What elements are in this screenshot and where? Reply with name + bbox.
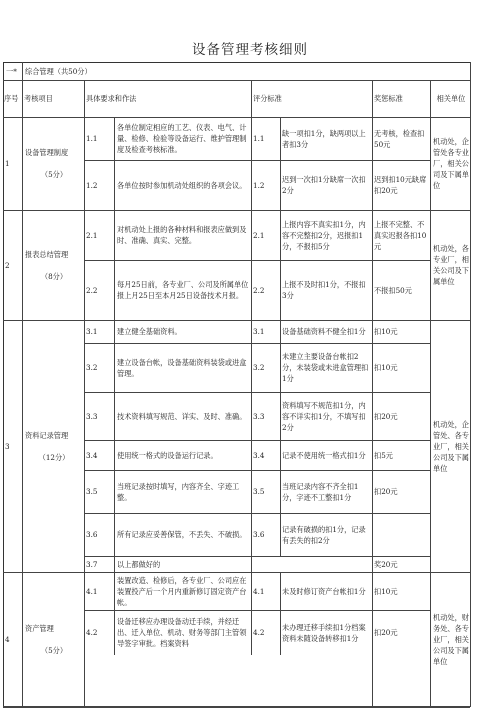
row-column-divider	[251, 117, 252, 160]
row-column-divider	[280, 572, 281, 610]
score-standard: 未建立主要设备台帐扣2分，未装袋或未进盒管理扣1分	[282, 352, 369, 383]
reward-standard: 扣20元	[374, 411, 398, 421]
item-requirement: 设备迁移应办理设备动迁手续，并经迁出、迁入单位、机动、财务等部门主管领导签字审批。档案资料	[117, 617, 247, 648]
score-standard: 未办理迁移手续扣1分档案资料未随设备转移扣1分	[282, 622, 366, 643]
group-dept: 机动处，各专业厂，相关公司及下属单位	[433, 244, 469, 286]
table-right-border	[470, 62, 471, 707]
group-item: 报表总结管理	[25, 249, 69, 259]
item-number: 3.5	[86, 487, 98, 496]
group-seq: 1	[5, 159, 10, 168]
header-column-divider	[372, 80, 373, 117]
score-standard: 未及时修订资产台帐扣1分	[282, 586, 366, 596]
score-number: 4.1	[253, 586, 265, 596]
score-number: 2.2	[253, 285, 265, 295]
row-column-divider	[280, 160, 281, 210]
row-column-divider	[114, 320, 115, 343]
row-column-divider	[251, 572, 252, 610]
row-column-divider	[114, 470, 115, 513]
group-column-divider	[430, 117, 431, 210]
reward-standard: 迟到扣10元缺席扣20元	[374, 175, 427, 195]
item-requirement: 使用统一格式的设备运行记录。	[117, 450, 218, 460]
group-column-divider	[22, 572, 23, 707]
group-seq: 4	[5, 635, 10, 644]
score-standard: 当班记录内容不齐全扣1分，字迹不工整扣1分	[282, 481, 359, 502]
row-column-divider	[114, 392, 115, 440]
row-column-divider	[114, 260, 115, 320]
group-column-divider	[22, 320, 23, 572]
item-number: 1.1	[86, 134, 98, 143]
section-divider	[22, 62, 23, 80]
item-number: 4.2	[86, 628, 98, 637]
item-requirement: 建立健全基础资料。	[117, 327, 182, 336]
item-number: 3.6	[86, 530, 98, 539]
header-reward: 奖惩标准	[374, 94, 403, 103]
row-column-divider	[280, 210, 281, 260]
item-number: 1.2	[86, 180, 98, 190]
score-standard: 迟到一次扣1分缺席一次扣2分	[282, 175, 366, 195]
group-column-divider	[372, 320, 373, 572]
score-standard: 上报内容不真实扣1分，内容不完整扣2分，迟报扣1分，不报扣5分	[282, 219, 366, 251]
group-column-divider	[84, 117, 85, 210]
reward-standard: 扣10元	[374, 363, 398, 372]
group-item: 资产管理	[25, 624, 54, 633]
score-number: 3.3	[253, 411, 265, 421]
group-column-divider	[22, 117, 23, 210]
header-dept: 相关单位	[436, 94, 466, 103]
group-dept: 机动处，财务处、各专业厂，相关公司及下属单位	[433, 613, 469, 666]
group-points: （12分）	[38, 452, 70, 462]
item-requirement: 所有记录应妥善保管，不丢失、不破损。	[117, 530, 247, 539]
row-column-divider	[251, 343, 252, 392]
row-column-divider	[251, 160, 252, 210]
row-column-divider	[280, 260, 281, 320]
item-requirement: 建立设备台帐，设备基础资料装袋或进盒管理。	[117, 357, 247, 378]
header-column-divider	[84, 80, 85, 117]
group-column-divider	[430, 210, 431, 320]
item-requirement: 装置改造、检修后，各专业厂、公司应在装置投产后一个月内重新修订固定资产台帐。	[117, 575, 247, 607]
row-column-divider	[251, 470, 252, 513]
row-column-divider	[114, 117, 115, 160]
score-standard: 资料填写不规范扣1分，内容不详实扣1分，不填写扣2分	[282, 400, 366, 432]
group-dept: 机动处，企管处各专业厂，相关公司及下属单位	[433, 137, 469, 190]
section-number: 一*	[6, 66, 17, 76]
group-column-divider	[84, 210, 85, 320]
row-column-divider	[114, 343, 115, 392]
row-column-divider	[114, 210, 115, 260]
score-number: 2.1	[253, 230, 265, 240]
item-requirement: 各单位制定相应的工艺、仪表、电气、计量、检修、检验等设备运行、维护管理制度及检查考核标准。	[117, 123, 247, 154]
group-points: （8分）	[40, 271, 68, 281]
row-column-divider	[251, 210, 252, 260]
reward-standard: 上报不完整、不真实迟报各扣10元	[374, 219, 427, 251]
item-requirement: 当班记录按时填写，内容齐全、字迹工整。	[117, 481, 240, 502]
row-column-divider	[280, 392, 281, 440]
row-column-divider	[251, 556, 252, 572]
section-name: 综合管理（共50分）	[25, 66, 92, 76]
item-requirement: 对机动处上报的各种材料和报表应做到及时、准确、真实、完整。	[117, 225, 247, 245]
item-number: 4.1	[86, 586, 98, 596]
item-requirement: 各单位按时参加机动处组织的各项会议。	[117, 180, 247, 190]
group-seq: 2	[5, 260, 10, 270]
score-standard: 记录有破损的扣1分，记录有丢失的扣2分	[282, 524, 366, 545]
group-seq: 3	[5, 441, 10, 451]
header-column-divider	[430, 80, 431, 117]
header-column-divider	[22, 80, 23, 117]
header-column-divider	[251, 80, 252, 117]
group-points: （5分）	[40, 170, 68, 179]
score-number: 1.2	[253, 180, 265, 190]
group-item: 设备管理制度	[25, 148, 69, 157]
header-scoring: 评分标准	[253, 94, 282, 103]
row-column-divider	[114, 556, 115, 572]
group-column-divider	[372, 572, 373, 707]
group-column-divider	[372, 117, 373, 210]
score-number: 3.1	[253, 327, 265, 336]
row-column-divider	[114, 610, 115, 655]
item-number: 3.3	[86, 411, 98, 421]
reward-standard: 不报扣50元	[374, 285, 412, 295]
row-column-divider	[251, 392, 252, 440]
score-standard: 设备基础资料不健全扣1分	[282, 327, 366, 336]
reward-standard: 扣20元	[374, 487, 398, 496]
row-column-divider	[251, 440, 252, 470]
item-requirement: 技术资料填写规范、详实、及时、准确。	[117, 411, 247, 421]
item-number: 3.2	[86, 363, 98, 372]
row-column-divider	[280, 343, 281, 392]
reward-standard: 奖20元	[374, 559, 398, 569]
item-number: 2.2	[86, 285, 98, 295]
score-number: 3.2	[253, 363, 265, 372]
row-column-divider	[114, 513, 115, 556]
item-number: 3.7	[86, 559, 98, 569]
reward-standard: 扣5元	[374, 450, 393, 460]
group-column-divider	[22, 210, 23, 320]
document-title: 设备管理考核细则	[192, 42, 308, 58]
score-number: 1.1	[253, 134, 265, 143]
group-item: 资料记录管理	[25, 430, 69, 440]
item-requirement: 每月25日前，各专业厂、公司及所属单位报上月25日至本月25日设备技术月报。	[117, 280, 249, 300]
group-column-divider	[430, 572, 431, 707]
row-column-divider	[280, 513, 281, 556]
row-column-divider	[114, 440, 115, 470]
header-item: 考核项目	[24, 94, 53, 103]
score-number: 3.6	[253, 530, 265, 539]
item-number: 3.1	[86, 327, 98, 336]
row-column-divider	[251, 320, 252, 343]
score-standard: 上报不及时扣1分，不报扣3分	[282, 280, 366, 300]
header-requirements: 具体要求和作法	[86, 94, 137, 103]
group-dept: 机动处，企管处、各专业厂，相关公司及下属单位	[433, 419, 469, 473]
reward-standard: 扣20元	[374, 628, 398, 637]
row-column-divider	[280, 440, 281, 470]
row-column-divider	[251, 513, 252, 556]
score-number: 3.4	[253, 450, 265, 460]
row-column-divider	[280, 470, 281, 513]
row-column-divider	[280, 320, 281, 343]
score-number: 3.5	[253, 487, 265, 496]
row-column-divider	[114, 572, 115, 610]
row-column-divider	[280, 117, 281, 160]
reward-standard: 扣10元	[374, 327, 398, 336]
row-column-divider	[251, 610, 252, 655]
item-number: 3.4	[86, 450, 98, 460]
item-requirement: 以上都做好的	[117, 559, 161, 569]
group-column-divider	[84, 320, 85, 572]
header-seq: 序号	[4, 94, 19, 103]
row-column-divider	[280, 610, 281, 655]
row-column-divider	[114, 160, 115, 210]
group-column-divider	[430, 320, 431, 572]
score-number: 4.2	[253, 628, 265, 637]
reward-standard: 无考核，检查扣50元	[374, 128, 425, 149]
score-standard: 缺一项扣1分，缺两项以上者扣3分	[282, 128, 366, 149]
reward-standard: 扣10元	[374, 586, 398, 596]
group-points: （5分）	[40, 646, 68, 655]
group-column-divider	[84, 572, 85, 707]
row-column-divider	[251, 260, 252, 320]
score-standard: 记录不使用统一格式扣1分	[282, 450, 366, 460]
item-number: 2.1	[86, 230, 98, 240]
group-column-divider	[372, 210, 373, 320]
